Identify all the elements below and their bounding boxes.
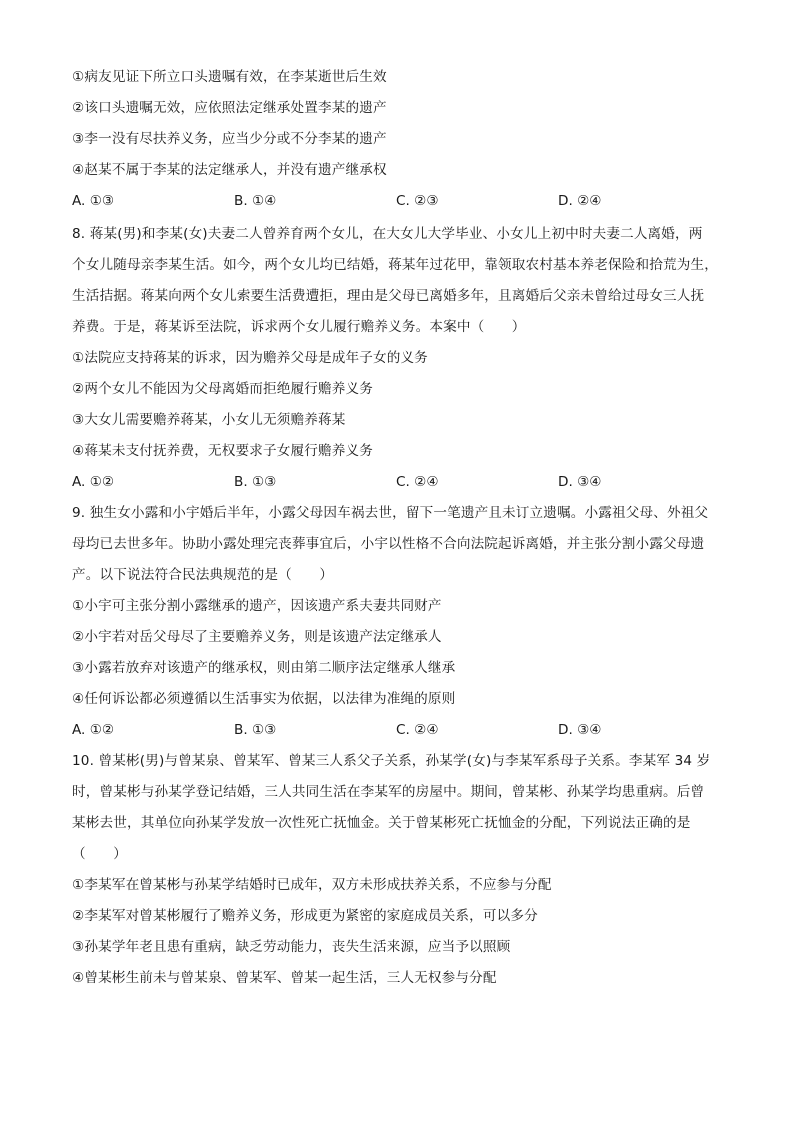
option-1: ①病友见证下所立口头遗嘱有效，在李某逝世后生效 [72, 69, 387, 85]
question-stem-line: （ ） [72, 846, 127, 862]
choice-b[interactable]: B. ①③ [234, 722, 277, 738]
choice-d[interactable]: D. ②④ [558, 193, 602, 209]
option-3: ③孙某学年老且患有重病，缺乏劳动能力，丧失生活来源，应当予以照顾 [72, 939, 511, 955]
option-4: ④蒋某未支付抚养费，无权要求子女履行赡养义务 [72, 443, 373, 459]
choice-b[interactable]: B. ①③ [234, 474, 277, 490]
option-3: ③小露若放弃对该遗产的继承权，则由第二顺序法定继承人继承 [72, 660, 456, 676]
answer-choices [72, 715, 732, 746]
answer-choices [72, 186, 732, 217]
question-stem-line: 养费。于是，蒋某诉至法院，诉求两个女儿履行赡养义务。本案中（ ） [72, 319, 526, 335]
question-stem-line: 8. 蒋某(男)和李某(女)夫妻二人曾养育两个女儿，在大女儿大学毕业、小女儿上初中时夫妻二人离婚，两 [72, 226, 703, 242]
option-1: ①法院应支持蒋某的诉求，因为赡养父母是成年子女的义务 [72, 350, 428, 366]
option-1: ①小宇可主张分割小露继承的遗产，因该遗产系夫妻共同财产 [72, 598, 442, 614]
option-3: ③大女儿需要赡养蒋某，小女儿无须赡养蒋某 [72, 412, 346, 428]
choice-c[interactable]: C. ②④ [396, 722, 439, 738]
option-4: ④赵某不属于李某的法定继承人，并没有遗产继承权 [72, 162, 387, 178]
question-stem-line: 10. 曾某彬(男)与曾某泉、曾某军、曾某三人系父子关系，孙某学(女)与李某军系母子关系。李某军 34 岁 [72, 753, 711, 769]
option-2: ②该口头遗嘱无效，应依照法定继承处置李某的遗产 [72, 100, 387, 116]
question-stem-line: 个女儿随母亲李某生活。如今，两个女儿均已结婚，蒋某年过花甲，靠领取农村基本养老保险和拾荒为生， [72, 257, 718, 273]
question-stem-line: 生活拮据。蒋某向两个女儿索要生活费遭拒，理由是父母已离婚多年，且离婚后父亲未曾给过母女三人抚 [72, 288, 705, 304]
choice-a[interactable]: A. ①② [72, 722, 115, 738]
question-7-continued [72, 62, 732, 217]
question-stem-line: 时，曾某彬与孙某学登记结婚，三人共同生活在李某军的房屋中。期间，曾某彬、孙某学均患重病。后曾 [72, 784, 705, 800]
choice-d[interactable]: D. ③④ [558, 474, 602, 490]
choice-a[interactable]: A. ①③ [72, 193, 115, 209]
choice-a[interactable]: A. ①② [72, 474, 115, 490]
option-4: ④曾某彬生前未与曾某泉、曾某军、曾某一起生活，三人无权参与分配 [72, 970, 497, 986]
question-9 [72, 498, 732, 746]
question-8 [72, 219, 732, 498]
option-1: ①李某军在曾某彬与孙某学结婚时已成年，双方未形成扶养关系，不应参与分配 [72, 877, 552, 893]
choice-b[interactable]: B. ①④ [234, 193, 277, 209]
option-3: ③李一没有尽扶养义务，应当少分或不分李某的遗产 [72, 131, 387, 147]
exam-page [72, 62, 732, 994]
choice-c[interactable]: C. ②③ [396, 193, 439, 209]
option-4: ④任何诉讼都必须遵循以生活事实为依据，以法律为准绳的原则 [72, 691, 456, 707]
question-stem-line: 母均已去世多年。协助小露处理完丧葬事宜后，小宇以性格不合向法院起诉离婚，并主张分割小露父母遗 [72, 536, 705, 552]
option-2: ②小宇若对岳父母尽了主要赡养义务，则是该遗产法定继承人 [72, 629, 442, 645]
choice-d[interactable]: D. ③④ [558, 722, 602, 738]
question-stem-line: 某彬去世，其单位向孙某学发放一次性死亡抚恤金。关于曾某彬死亡抚恤金的分配，下列说法正确的是 [72, 815, 691, 831]
question-10 [72, 746, 732, 994]
choice-c[interactable]: C. ②④ [396, 474, 439, 490]
question-stem-line: 产。以下说法符合民法典规范的是（ ） [72, 567, 334, 583]
answer-choices [72, 467, 732, 498]
question-stem-line: 9. 独生女小露和小宇婚后半年，小露父母因车祸去世，留下一笔遗产且未订立遗嘱。小露祖父母、外祖父 [72, 505, 709, 521]
option-2: ②两个女儿不能因为父母离婚而拒绝履行赡养义务 [72, 381, 373, 397]
option-2: ②李某军对曾某彬履行了赡养义务，形成更为紧密的家庭成员关系，可以多分 [72, 908, 538, 924]
